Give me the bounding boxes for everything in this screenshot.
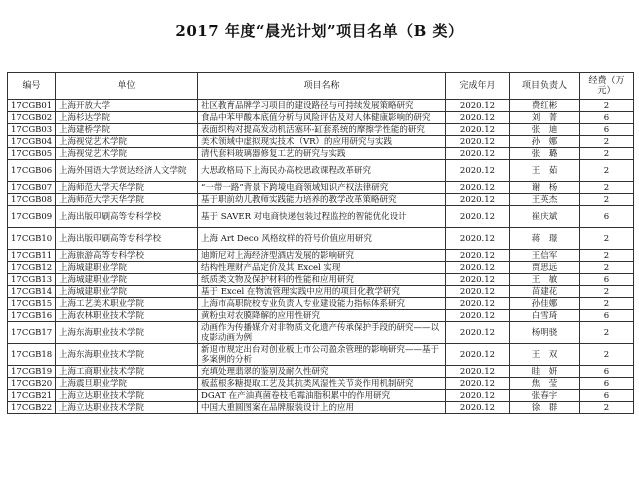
header-unit: 单位 — [56, 73, 198, 100]
cell-unit: 上海震旦职业学院 — [56, 378, 198, 390]
cell-date: 2020.12 — [446, 366, 510, 378]
table-row — [8, 148, 634, 160]
table-row — [8, 310, 634, 322]
cell-unit: 上海东海职业技术学院 — [56, 322, 198, 344]
cell-date: 2020.12 — [446, 250, 510, 262]
cell-fund: 6 — [580, 378, 634, 390]
header-project: 项目名称 — [198, 73, 446, 100]
cell-fund: 2 — [580, 344, 634, 366]
cell-lead: 张 璐 — [510, 148, 580, 160]
cell-date: 2020.12 — [446, 206, 510, 228]
cell-unit: 上海农林职业技术学院 — [56, 310, 198, 322]
cell-unit: 上海立达职业技术学院 — [56, 402, 198, 414]
cell-lead: 苗建花 — [510, 286, 580, 298]
cell-unit: 上海出版印刷高等专科学校 — [56, 206, 198, 228]
cell-date: 2020.12 — [446, 390, 510, 402]
cell-project: “一带一路”背景下跨境电商领域知识产权法律研究 — [198, 182, 446, 194]
cell-code: 17CGB07 — [8, 182, 56, 194]
cell-project: 充填处理翡翠的鉴别及耐久性研究 — [198, 366, 446, 378]
cell-date: 2020.12 — [446, 402, 510, 414]
cell-unit: 上海东海职业技术学院 — [56, 344, 198, 366]
cell-fund: 2 — [580, 298, 634, 310]
cell-project: 社区教育品牌学习项目的建设路径与可持续发展策略研究 — [198, 100, 446, 112]
header-date: 完成年月 — [446, 73, 510, 100]
cell-fund: 2 — [580, 262, 634, 274]
cell-project: 迪斯尼对上海经济型酒店发展的影响研究 — [198, 250, 446, 262]
cell-project: 上海 Art Deco 风格纹样的符号价值应用研究 — [198, 228, 446, 250]
cell-unit: 上海建桥学院 — [56, 124, 198, 136]
cell-fund: 6 — [580, 274, 634, 286]
header-fund: 经费（万元） — [580, 73, 634, 100]
cell-date: 2020.12 — [446, 194, 510, 206]
table-row — [8, 378, 634, 390]
cell-date: 2020.12 — [446, 160, 510, 182]
cell-unit: 上海立达职业技术学院 — [56, 390, 198, 402]
table-header-row — [8, 73, 634, 100]
cell-project: 纸质类文物及保护材料的性能和应用研究 — [198, 274, 446, 286]
cell-fund: 2 — [580, 228, 634, 250]
cell-fund: 2 — [580, 194, 634, 206]
cell-lead: 贾思远 — [510, 262, 580, 274]
cell-unit: 上海开放大学 — [56, 100, 198, 112]
page-title: 2017 年度“晨光计划”项目名单（B 类） — [175, 22, 464, 40]
cell-code: 17CGB05 — [8, 148, 56, 160]
cell-code: 17CGB06 — [8, 160, 56, 182]
cell-fund: 2 — [580, 100, 634, 112]
cell-project: 黄粉虫对农膜降解的应用性研究 — [198, 310, 446, 322]
cell-date: 2020.12 — [446, 228, 510, 250]
cell-code: 17CGB18 — [8, 344, 56, 366]
cell-lead: 王英杰 — [510, 194, 580, 206]
cell-lead: 孙 娜 — [510, 136, 580, 148]
cell-lead: 费红彬 — [510, 100, 580, 112]
cell-unit: 上海工艺美术职业学院 — [56, 298, 198, 310]
cell-date: 2020.12 — [446, 378, 510, 390]
cell-date: 2020.12 — [446, 286, 510, 298]
table-row — [8, 366, 634, 378]
cell-lead: 张 迪 — [510, 124, 580, 136]
cell-fund: 6 — [580, 124, 634, 136]
cell-fund: 2 — [580, 148, 634, 160]
header-lead: 项目负责人 — [510, 73, 580, 100]
cell-project: 结构性理财产品定价及其 Excel 实现 — [198, 262, 446, 274]
cell-lead: 杨明骁 — [510, 322, 580, 344]
header-code: 编号 — [8, 73, 56, 100]
cell-unit: 上海城建职业学院 — [56, 286, 198, 298]
cell-code: 17CGB13 — [8, 274, 56, 286]
cell-fund: 2 — [580, 322, 634, 344]
table-row — [8, 228, 634, 250]
cell-code: 17CGB08 — [8, 194, 56, 206]
cell-code: 17CGB03 — [8, 124, 56, 136]
table-row — [8, 262, 634, 274]
cell-date: 2020.12 — [446, 322, 510, 344]
cell-project: 板蓝根多糖提取工艺及其抗类风湿性关节炎作用机制研究 — [198, 378, 446, 390]
cell-lead: 蒋 璟 — [510, 228, 580, 250]
cell-fund: 2 — [580, 182, 634, 194]
cell-lead: 崔庆斌 — [510, 206, 580, 228]
cell-date: 2020.12 — [446, 124, 510, 136]
cell-project: 中国大重圆图案在品牌服装设计上的应用 — [198, 402, 446, 414]
cell-code: 17CGB16 — [8, 310, 56, 322]
cell-date: 2020.12 — [446, 344, 510, 366]
cell-unit: 上海旅游高等专科学校 — [56, 250, 198, 262]
cell-lead: 孙佳娜 — [510, 298, 580, 310]
cell-lead: 王 茹 — [510, 160, 580, 182]
cell-code: 17CGB01 — [8, 100, 56, 112]
cell-date: 2020.12 — [446, 100, 510, 112]
cell-project: DGAT 在产油真菌卷枝毛霉油脂积累中的作用研究 — [198, 390, 446, 402]
cell-lead: 张春宇 — [510, 390, 580, 402]
cell-code: 17CGB22 — [8, 402, 56, 414]
cell-fund: 2 — [580, 286, 634, 298]
cell-code: 17CGB11 — [8, 250, 56, 262]
cell-lead: 焦 莹 — [510, 378, 580, 390]
cell-project: 清代套料玻璃器修复工艺的研究与实践 — [198, 148, 446, 160]
cell-project: 基于职前幼儿教师实践能力培养的教学改革策略研究 — [198, 194, 446, 206]
cell-fund: 2 — [580, 160, 634, 182]
cell-lead: 王 双 — [510, 344, 580, 366]
cell-code: 17CGB17 — [8, 322, 56, 344]
cell-unit: 上海外国语大学贤达经济人文学院 — [56, 160, 198, 182]
cell-unit: 上海城建职业学院 — [56, 274, 198, 286]
cell-lead: 王信军 — [510, 250, 580, 262]
cell-project: 新退市规定出台对创业板上市公司盈余管理的影响研究——基于多案例的分析 — [198, 344, 446, 366]
cell-fund: 2 — [580, 250, 634, 262]
cell-fund: 6 — [580, 310, 634, 322]
cell-project: 基于 Excel 在物流管理实践中应用的项目化教学研究 — [198, 286, 446, 298]
table-row — [8, 390, 634, 402]
cell-fund: 2 — [580, 402, 634, 414]
cell-date: 2020.12 — [446, 262, 510, 274]
cell-code: 17CGB04 — [8, 136, 56, 148]
cell-date: 2020.12 — [446, 136, 510, 148]
table-row — [8, 286, 634, 298]
table-row — [8, 344, 634, 366]
table-row — [8, 322, 634, 344]
cell-unit: 上海视觉艺术学院 — [56, 148, 198, 160]
cell-project: 食品中苯甲酸本底值分析与风险评估及对人体健康影响的研究 — [198, 112, 446, 124]
cell-unit: 上海视觉艺术学院 — [56, 136, 198, 148]
cell-lead: 白雪琦 — [510, 310, 580, 322]
cell-project: 美术领域中虚拟现实技术（VR）的应用研究与实践 — [198, 136, 446, 148]
table-row — [8, 402, 634, 414]
cell-project: 基于 SAVER 对电商快递包装过程监控的智能优化设计 — [198, 206, 446, 228]
table-row — [8, 124, 634, 136]
cell-unit: 上海工商职业技术学院 — [56, 366, 198, 378]
cell-fund: 6 — [580, 112, 634, 124]
table-row — [8, 250, 634, 262]
table-row — [8, 194, 634, 206]
table-row — [8, 206, 634, 228]
cell-lead: 王 敏 — [510, 274, 580, 286]
cell-project: 大思政格局下上海民办高校思政课程改革研究 — [198, 160, 446, 182]
cell-lead: 徐 群 — [510, 402, 580, 414]
table-row — [8, 274, 634, 286]
cell-lead: 刘 菁 — [510, 112, 580, 124]
cell-unit: 上海师范大学天华学院 — [56, 194, 198, 206]
cell-unit: 上海出版印刷高等专科学校 — [56, 228, 198, 250]
cell-fund: 6 — [580, 206, 634, 228]
table-row — [8, 100, 634, 112]
cell-unit: 上海杉达学院 — [56, 112, 198, 124]
cell-code: 17CGB02 — [8, 112, 56, 124]
cell-fund: 6 — [580, 366, 634, 378]
cell-code: 17CGB09 — [8, 206, 56, 228]
cell-code: 17CGB20 — [8, 378, 56, 390]
cell-code: 17CGB15 — [8, 298, 56, 310]
cell-date: 2020.12 — [446, 310, 510, 322]
cell-code: 17CGB10 — [8, 228, 56, 250]
table-row — [8, 112, 634, 124]
cell-date: 2020.12 — [446, 182, 510, 194]
table-body — [8, 100, 634, 414]
project-table — [7, 72, 634, 414]
cell-date: 2020.12 — [446, 148, 510, 160]
cell-fund: 2 — [580, 136, 634, 148]
cell-lead: 眭 妍 — [510, 366, 580, 378]
table-row — [8, 182, 634, 194]
cell-fund: 6 — [580, 390, 634, 402]
cell-code: 17CGB19 — [8, 366, 56, 378]
cell-date: 2020.12 — [446, 112, 510, 124]
cell-project: 动画作为传播媒介对非物质文化遗产传承保护手段的研究——以皮影动画为例 — [198, 322, 446, 344]
table-row — [8, 160, 634, 182]
table-row — [8, 136, 634, 148]
cell-code: 17CGB21 — [8, 390, 56, 402]
cell-lead: 谢 杨 — [510, 182, 580, 194]
cell-code: 17CGB12 — [8, 262, 56, 274]
table-row — [8, 298, 634, 310]
cell-date: 2020.12 — [446, 274, 510, 286]
cell-unit: 上海城建职业学院 — [56, 262, 198, 274]
cell-project: 表面织构对提高发动机活塞环-缸套系统的摩擦学性能的研究 — [198, 124, 446, 136]
cell-unit: 上海师范大学天华学院 — [56, 182, 198, 194]
cell-date: 2020.12 — [446, 298, 510, 310]
cell-code: 17CGB14 — [8, 286, 56, 298]
cell-project: 上海市高职院校专业负责人专业建设能力指标体系研究 — [198, 298, 446, 310]
